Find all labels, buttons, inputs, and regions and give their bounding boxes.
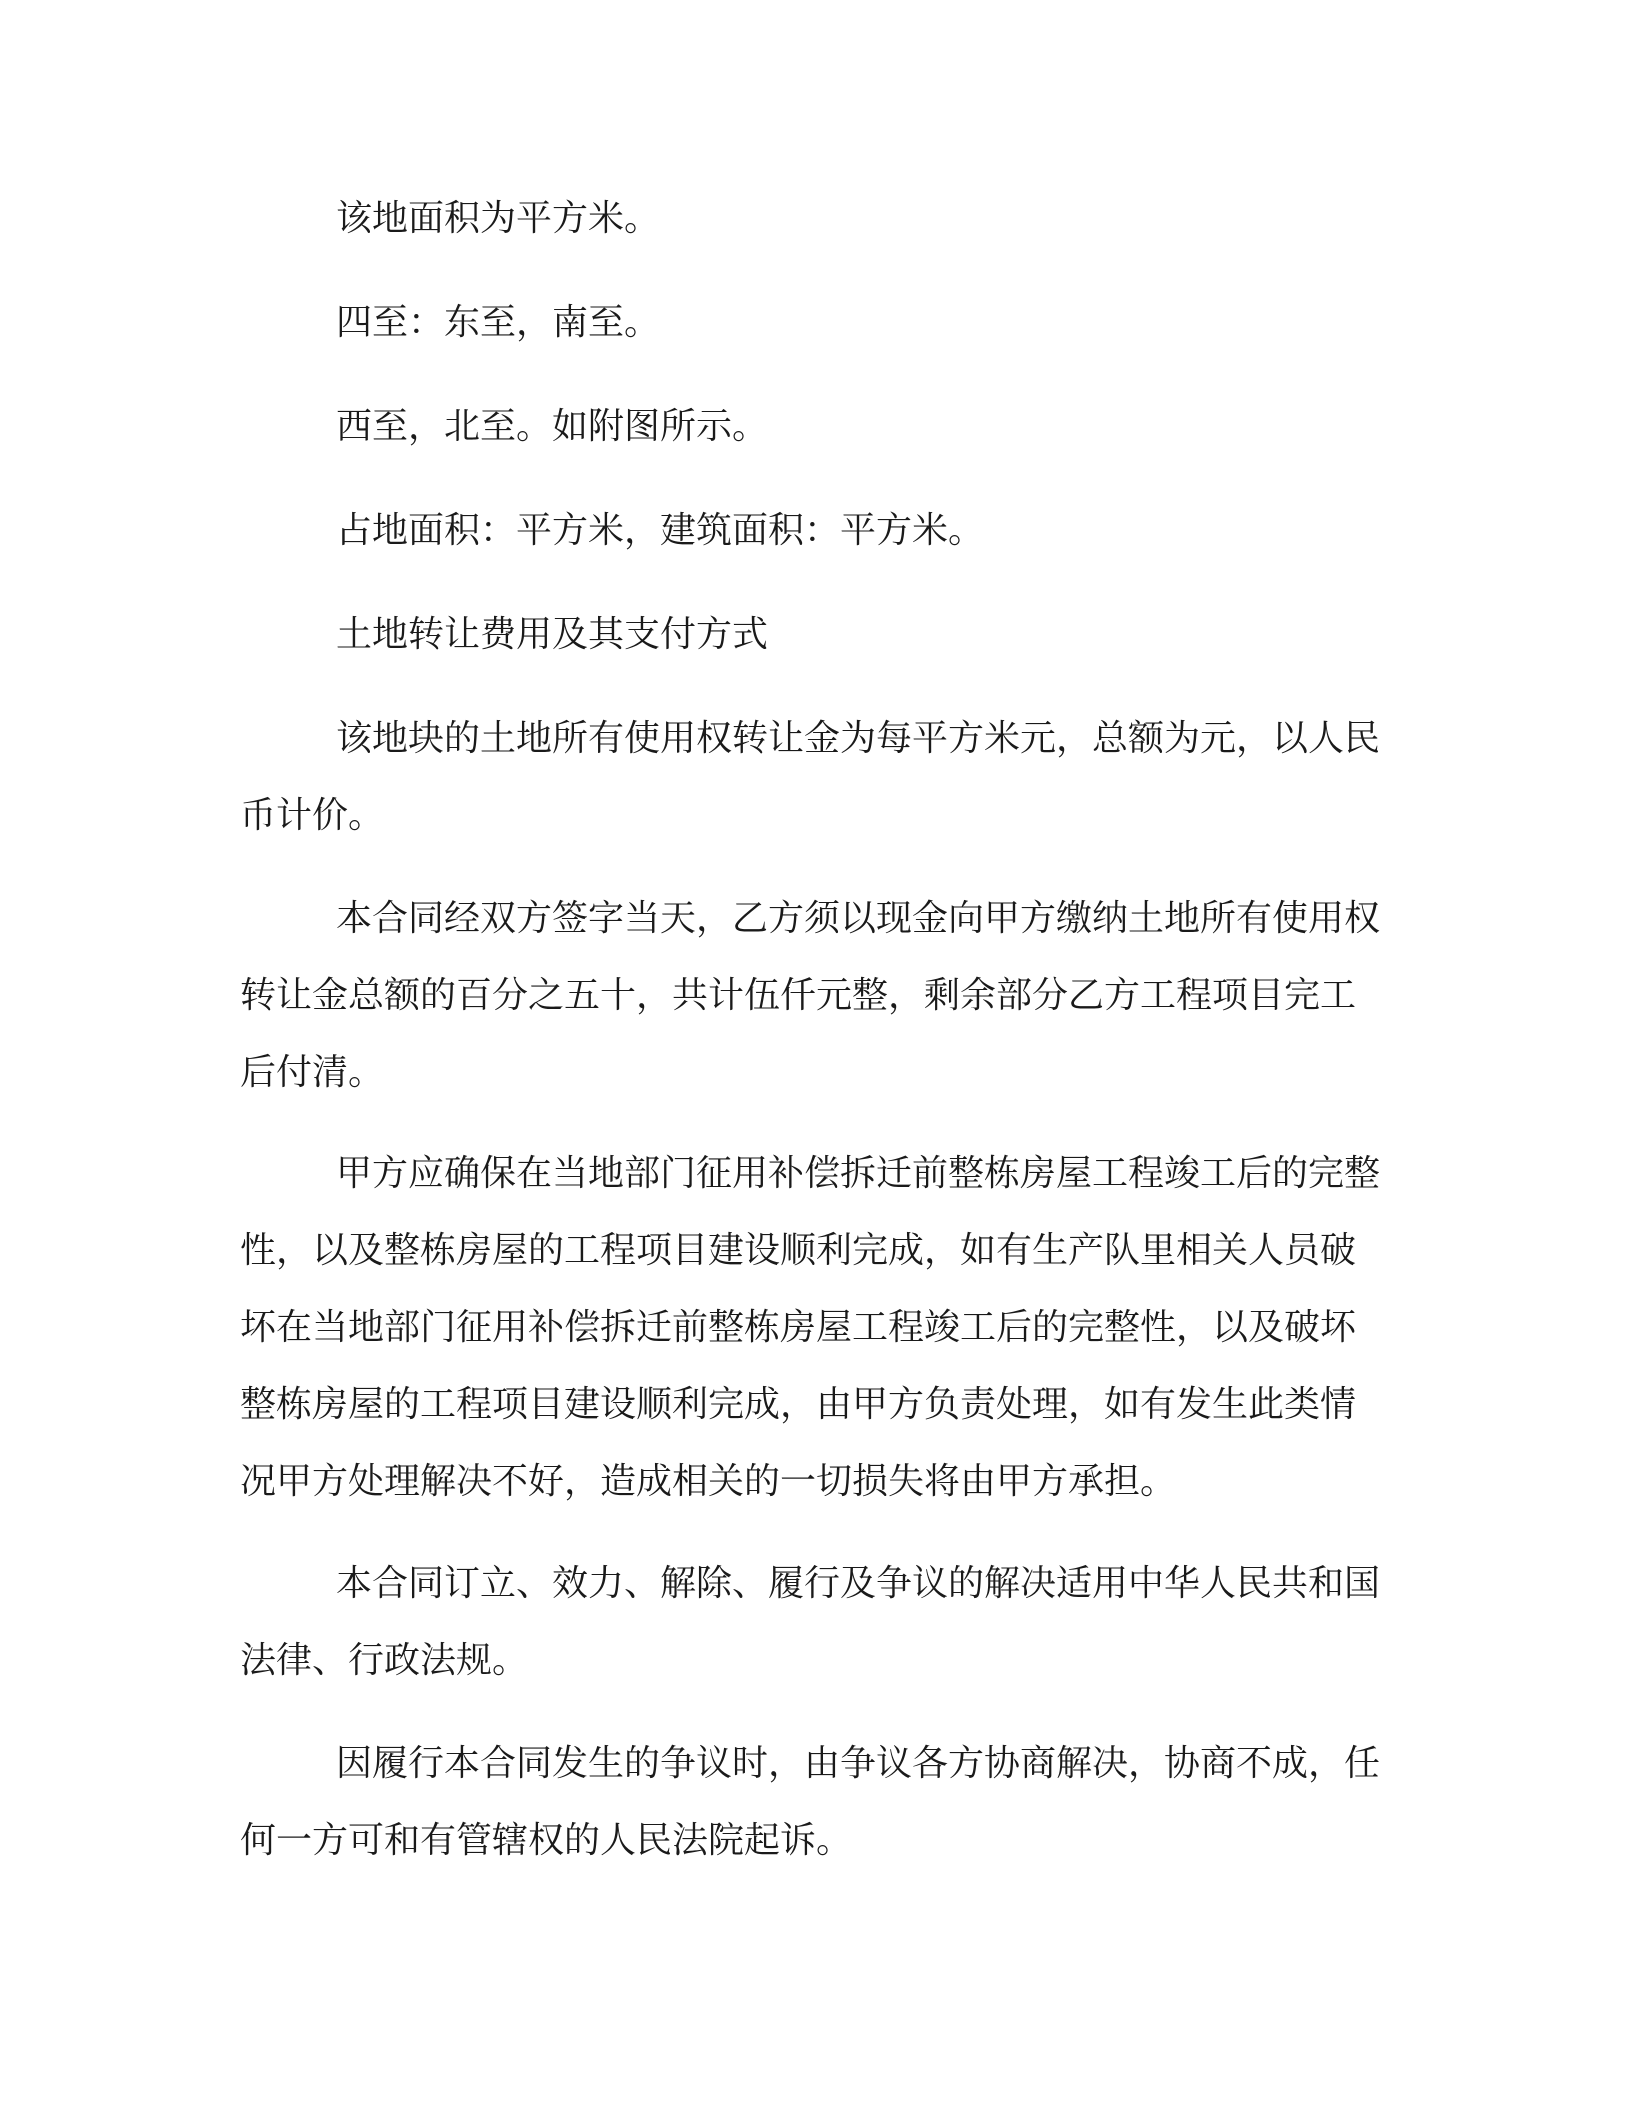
paragraph-fee-heading: 土地转让费用及其支付方式 xyxy=(336,614,769,655)
paragraph-payment-terms: 本合同经双方签字当天，乙方须以现金向甲方缴纳土地所有使用权转让金总额的百分之五十，共计伍仟元整，剩余部分乙方工程项目完工后付清。 xyxy=(240,898,1381,1093)
paragraph-land-area: 该地面积为平方米。 xyxy=(336,198,661,239)
paragraph-dispute-resolution: 因履行本合同发生的争议时，由争议各方协商解决，协商不成，任何一方可和有管辖权的人民法院起诉。 xyxy=(240,1743,1381,1861)
paragraph-boundaries-east-south: 四至：东至，南至。 xyxy=(336,302,661,343)
paragraph-floor-area: 占地面积：平方米，建筑面积：平方米。 xyxy=(336,510,985,551)
paragraph-governing-law: 本合同订立、效力、解除、履行及争议的解决适用中华人民共和国法律、行政法规。 xyxy=(240,1563,1381,1681)
paragraph-boundaries-west-north: 西至，北至。如附图所示。 xyxy=(336,406,769,447)
paragraph-party-a-responsibility: 甲方应确保在当地部门征用补偿拆迁前整栋房屋工程竣工后的完整性，以及整栋房屋的工程项目建设顺利完成，如有生产队里相关人员破坏在当地部门征用补偿拆迁前整栋房屋工程竣工后的完整性，以及破坏整栋房屋的工程项目建设顺利完成，由甲方负责处理，如有发生此类情况甲方处理解决不好，造成相关的一切损失将由甲方承担。 xyxy=(240,1153,1381,1502)
paragraph-transfer-fee: 该地块的土地所有使用权转让金为每平方米元，总额为元，以人民币计价。 xyxy=(240,718,1381,836)
